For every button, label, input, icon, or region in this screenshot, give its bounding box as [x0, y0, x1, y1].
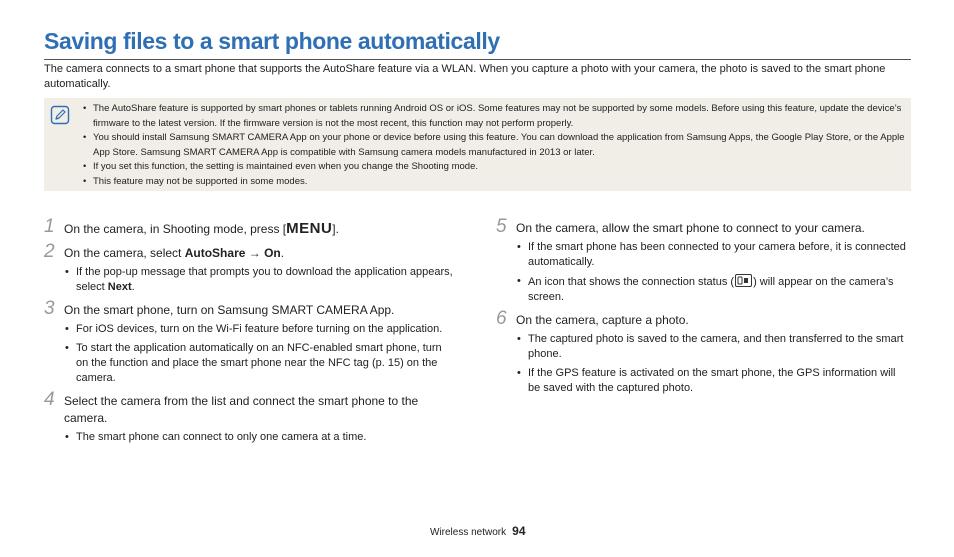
step-bullets	[516, 240, 910, 305]
step-bullet: • If the pop-up message that prompts you to download the application appears, select Next.	[64, 265, 454, 295]
step-1	[44, 216, 454, 238]
step-number: 1	[44, 216, 55, 237]
page-title: Saving files to a smart phone automatically	[44, 28, 500, 54]
step-number: 4	[44, 389, 55, 410]
step-2	[44, 241, 454, 295]
note-item: • If you set this function, the setting is maintained even when you change the Shooting mode.	[77, 160, 907, 175]
step-number: 5	[496, 216, 507, 237]
note-item: • This feature may not be supported in some modes.	[77, 175, 907, 190]
step-text: On the camera, in Shooting mode, press [MENU].	[64, 220, 339, 237]
step-number: 6	[496, 308, 507, 329]
page-number: 94	[512, 524, 526, 538]
page-footer	[430, 524, 526, 538]
step-bullets	[64, 265, 454, 295]
step-text: On the smart phone, turn on Samsung SMART CAMERA App.	[64, 303, 395, 317]
step-bullet: • An icon that shows the connection status ( ) will appear on the camera’s screen.	[516, 274, 910, 305]
note-item: • You should install Samsung SMART CAMERA App on your phone or device before using this feature. You can download the application from Samsung Apps, the Google Play Store, or the Apple App Store. Samsung SMART CAMERA App is compatible with Samsung camera models manufactured in 2013 or later.	[77, 131, 907, 160]
step-bullet: • The captured photo is saved to the camera, and then transferred to the smart phone.	[516, 332, 910, 362]
note-list	[77, 102, 907, 189]
step-text: On the camera, allow the smart phone to connect to your camera.	[516, 221, 865, 235]
title-divider	[44, 59, 911, 60]
step-bullets	[64, 322, 454, 386]
step-bullet: • For iOS devices, turn on the Wi-Fi feature before turning on the application.	[64, 322, 454, 337]
steps-left-column	[44, 216, 454, 452]
step-text: Select the camera from the list and connect the smart phone to the camera.	[64, 394, 419, 425]
note-pencil-icon	[50, 105, 70, 125]
step-number: 3	[44, 298, 55, 319]
step-6	[496, 308, 910, 396]
footer-section-name: Wireless network	[430, 527, 507, 538]
step-5	[496, 216, 910, 305]
step-text: On the camera, capture a photo.	[516, 313, 689, 327]
step-bullet: • If the smart phone has been connected to your camera before, it is connected automatically.	[516, 240, 910, 270]
menu-key: MENU	[286, 220, 333, 237]
step-bullet: • If the GPS feature is activated on the smart phone, the GPS information will be saved with the captured photo.	[516, 366, 910, 396]
step-text: On the camera, select AutoShare → On.	[64, 246, 285, 260]
intro-paragraph: The camera connects to a smart phone that supports the AutoShare feature via a WLAN. When you capture a photo with your camera, the photo is saved to the smart phone automatically.	[44, 63, 886, 90]
note-box	[44, 98, 911, 191]
step-bullet: • To start the application automatically on an NFC-enabled smart phone, turn on the function and place the smart phone near the NFC tag (p. 15) on the camera.	[64, 341, 454, 386]
step-bullets	[64, 430, 454, 445]
step-4	[44, 389, 454, 445]
step-number: 2	[44, 241, 55, 262]
note-item: • The AutoShare feature is supported by smart phones or tablets running Android OS or iOS. Some features may not be supported by some models. Before using this feature, update the device’s firmware to the latest version. If the firmware version is not the most recent, this function may not perform properly.	[77, 102, 907, 131]
steps-right-column	[496, 216, 910, 403]
step-3	[44, 298, 454, 386]
autoshare-status-icon	[735, 274, 752, 287]
step-bullets	[516, 332, 910, 396]
step-bullet: • The smart phone can connect to only one camera at a time.	[64, 430, 454, 445]
